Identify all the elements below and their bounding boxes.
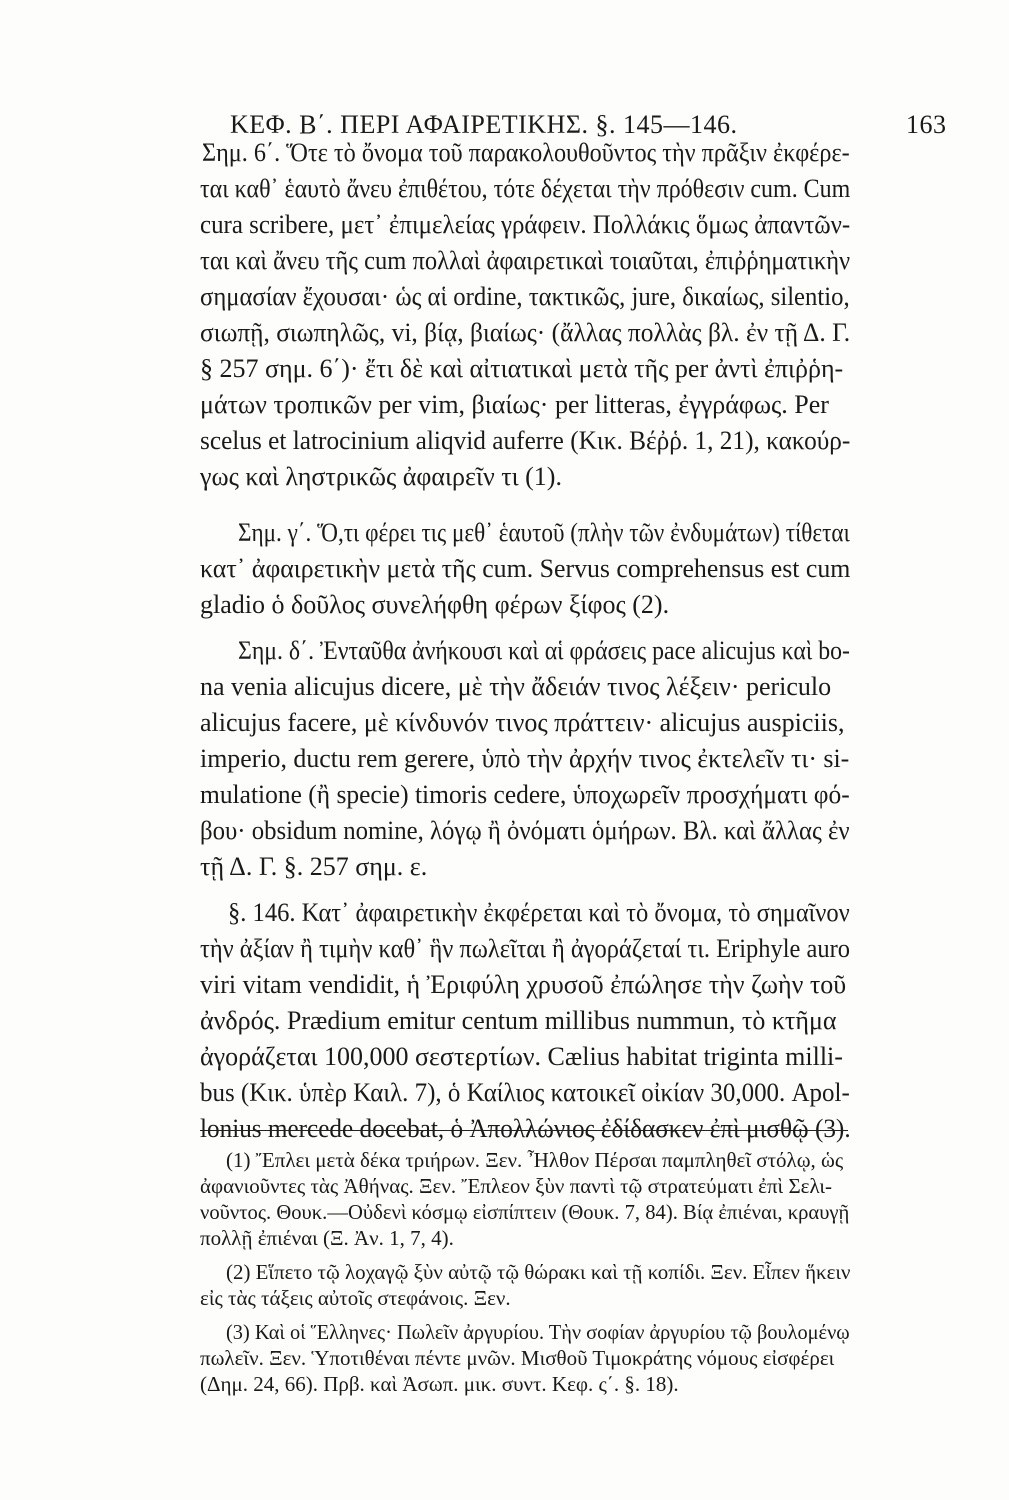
text-line: γως καὶ ληστρικῶς ἀφαιρεῖν τι (1). xyxy=(200,462,562,491)
text-line: κατ᾽ ἀφαιρετικὴν μετὰ τῆς cum. Servus comprehensus est cum xyxy=(200,554,851,583)
text-line: τῇ Δ. Γ. §. 257 σημ. ε. xyxy=(200,852,428,881)
text-line: viri vitam vendidit, ἡ Ἐριφύλη χρυσοῦ ἐπώλησε τὴν ζωὴν τοῦ xyxy=(200,970,847,999)
text-line: βου· obsidum nomine, λόγῳ ἢ ὀνόματι ὁμήρων. Βλ. καὶ ἄλλας ἐν xyxy=(200,816,850,845)
text-line: σιωπῇ, σιωπηλῶς, vi, βίᾳ, βιαίως· (ἄλλας πολλὰς βλ. ἐν τῇ Δ. Γ. xyxy=(200,318,851,347)
text-line: σημασίαν ἔχουσαι· ὡς αἱ ordine, τακτικῶς, jure, δικαίως, silentio, xyxy=(200,282,850,311)
footnote-line: (Δημ. 24, 66). Πρβ. καὶ Ἀσωπ. μικ. συντ. Κεφ. ς΄. §. 18). xyxy=(200,1372,679,1396)
footnote-line: νοῦντος. Θουκ.—Οὐδενὶ κόσμῳ εἰσπίπτειν (Θουκ. 7, 84). Βίᾳ ἐπιέναι, κραυγῇ xyxy=(200,1200,850,1224)
footnote-rule xyxy=(200,1130,848,1131)
text-line: cura scribere, μετ᾽ ἐπιμελείας γράφειν. Πολλάκις ὅμως ἀπαντῶν- xyxy=(200,210,851,239)
text-line: μάτων τροπικῶν per vim, βιαίως· per litteras, ἐγγράφως. Per xyxy=(200,390,829,419)
text-line: gladio ὁ δοῦλος συνελήφθη φέρων ξίφος (2). xyxy=(200,590,670,619)
text-line: §. 146. Κατ᾽ ἀφαιρετικὴν ἐκφέρεται καὶ τὸ ὄνομα, τὸ σημαῖνον xyxy=(228,898,850,927)
text-line: mulatione (ἢ specie) timoris cedere, ὑποχωρεῖν προσχήματι φό- xyxy=(200,780,850,809)
text-line: imperio, ductu rem gerere, ὑπὸ τὴν ἀρχήν τινος ἐκτελεῖν τι· si- xyxy=(200,744,850,773)
text-line: ἀνδρός. Prædium emitur centum millibus nummun, τὸ κτῆμα xyxy=(200,1006,837,1035)
footnote-line: ἀφανιοῦντες τὰς Ἀθήνας. Ξεν. Ἔπλεον ξὺν παντὶ τῷ στρατεύματι ἐπὶ Σελι- xyxy=(200,1174,833,1198)
footnote-line: (1) Ἔπλει μετὰ δέκα τριήρων. Ξεν. Ἦλθον Πέρσαι παμπληθεῖ στόλῳ, ὡς xyxy=(226,1148,844,1172)
page-number: 163 xyxy=(906,110,947,139)
footnote-line: (2) Εἵπετο τῷ λοχαγῷ ξὺν αὐτῷ τῷ θώρακι καὶ τῇ κοπίδι. Ξεν. Εἶπεν ἥκειν xyxy=(226,1260,851,1284)
text-line: na venia alicujus dicere, μὲ τὴν ἄδειάν τινος λέξειν· periculo xyxy=(200,672,832,701)
text-line: alicujus facere, μὲ κίνδυνόν τινος πράττειν· alicujus auspiciis, xyxy=(200,708,845,737)
text-line: ἀγοράζεται 100,000 σεστερτίων. Cælius habitat triginta milli- xyxy=(200,1042,843,1071)
text-line: bus (Κικ. ὑπὲρ Καιλ. 7), ὁ Καίλιος κατοικεῖ οἰκίαν 30,000. Apol- xyxy=(200,1078,850,1107)
text-line: Σημ. 6΄. Ὅτε τὸ ὄνομα τοῦ παρακολουθοῦντος τὴν πρᾶξιν ἐκφέρε- xyxy=(202,138,850,167)
footnote-line: πωλεῖν. Ξεν. Ὑποτιθέναι πέντε μνῶν. Μισθοῦ Τιμοκράτης νόμους εἰσφέρει xyxy=(200,1346,835,1370)
text-line: § 257 σημ. 6΄)· ἔτι δὲ καὶ αἰτιατικαὶ μετὰ τῆς per ἀντὶ ἐπιῤῥη- xyxy=(200,354,844,383)
footnote-line: (3) Καὶ οἱ Ἕλληνες· Πωλεῖν ἀργυρίου. Τὴν σοφίαν ἀργυρίου τῷ βουλομένῳ xyxy=(226,1320,850,1344)
footnote-line: πολλῇ ἐπιέναι (Ξ. Ἀν. 1, 7, 4). xyxy=(200,1226,454,1250)
text-line: Σημ. δ΄. Ἐνταῦθα ἀνήκουσι καὶ αἱ φράσεις pace alicujus καὶ bo- xyxy=(238,636,850,665)
chapter-title: ΚΕΦ. Β΄. ΠΕΡΙ ΑΦΑΙΡΕΤΙΚΗΣ. §. 145—146. xyxy=(230,110,738,139)
text-line: ται καθ᾽ ἑαυτὸ ἄνευ ἐπιθέτου, τότε δέχεται τὴν πρόθεσιν cum. Cum xyxy=(200,174,851,203)
footnote-line: εἰς τὰς τάξεις αὐτοῖς στεφάνοις. Ξεν. xyxy=(200,1286,511,1310)
text-line: ται καὶ ἄνευ τῆς cum πολλαὶ ἀφαιρετικαὶ τοιαῦται, ἐπιῤῥηματικὴν xyxy=(200,246,851,275)
text-line: Σημ. γ΄. Ὅ,τι φέρει τις μεθ᾽ ἑαυτοῦ (πλὴν τῶν ἐνδυμάτων) τίθεται xyxy=(238,518,850,547)
text-line: scelus et latrocinium aliqvid auferre (Κικ. Βέῤῥ. 1, 21), κακούρ- xyxy=(200,426,851,455)
text-line: lonius mercede docebat, ὁ Ἀπολλώνιος ἐδίδασκεν ἐπὶ μισθῷ (3). xyxy=(200,1114,851,1143)
text-line: τὴν ἀξίαν ἢ τιμὴν καθ᾽ ἣν πωλεῖται ἢ ἀγοράζεταί τι. Eriphyle auro xyxy=(200,934,850,963)
